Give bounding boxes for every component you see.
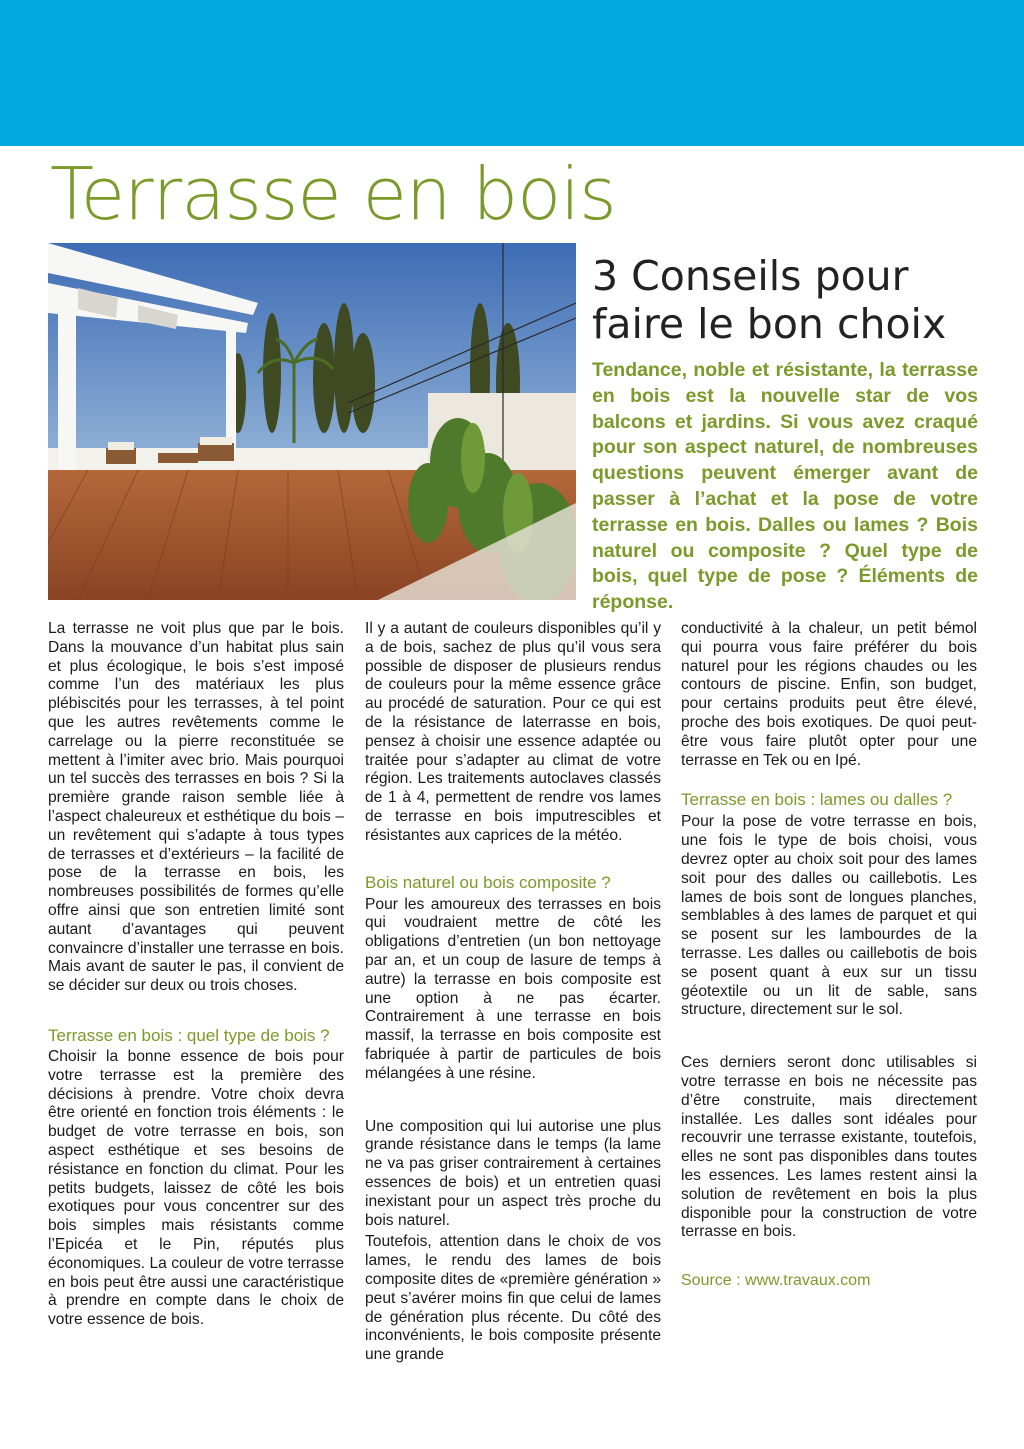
column-1 — [48, 620, 344, 1330]
article-lead: Tendance, noble et résistante, la terrasse en bois est la nouvelle star de vos balcons et jardins. Si vous avez craqué pour son aspect naturel, de nombreuses questions peuvent émerger avant de passer à l’achat et la pose de votre terrasse en bois. Dalles ou lames ? Bois naturel ou composite ? Quel type de bois, quel type de pose ? Éléments de réponse. — [592, 359, 978, 614]
paragraph: Il y a autant de couleurs disponibles qu’il y a de bois, sachez de plus qu’il vous sera possible de disposer de plusieurs rendus de couleurs pour la même essence grâce au procédé de saturation. Pour ce qui est de la résistance de laterrasse en bois, pensez à choisir une essence adaptée ou traitée pour s’adapter au climat de votre région. Les traitements autoclaves classés de 1 à 4, permettent de rendre vos lames de terrasse en bois imputrescibles et résistantes aux caprices de la météo. — [365, 620, 661, 844]
paragraph: La terrasse ne voit plus que par le bois. Dans la mouvance d’un habitat plus sain et plus écologique, le bois s’est imposé comme l’un des matériaux les plus plébiscités pour les terrasses, à tel point que les autres revêtements comme le carrelage ou la pierre reconstituée se mettent à l’imiter avec brio. Mais pourquoi un tel succès des terrasses en bois ? Si la première grande raison semble liée à l’aspect chaleureux et esthétique du bois – un revêtement qui s’adapte à tous types de terrasses et d’extérieurs – la facilité de pose de la terrasse en bois, les nombreuses possibilités de formes qu’elle offre ainsi que son entretien limité sont autant d’avantages qui peuvent convaincre d’installer une terrasse en bois. Mais avant de sauter le pas, il convient de se décider sur deux ou trois choses. — [48, 620, 344, 995]
terrace-photo — [48, 243, 576, 600]
header-band — [0, 0, 1024, 146]
source-credit: Source : www.travaux.com — [681, 1272, 871, 1290]
subtitle-line-2: faire le bon choix — [592, 300, 947, 348]
article-title: Terrasse en bois — [50, 152, 616, 236]
paragraph: Ces derniers seront donc utilisables si votre terrasse en bois ne nécessite pas d’être construite, mais directement installée. Les dalles sont idéales pour recouvrir une terrasse existante, toutefois, elles ne sont pas disponibles dans toutes les essences. Les lames restent ainsi la solution de revêtement en bois la plus disponible pour la construction de votre terrasse en bois. — [681, 1054, 977, 1241]
paragraph: conductivité à la chaleur, un petit bémol qui pourra vous faire préférer du bois naturel pour les régions chaudes ou les contours de piscine. Enfin, son budget, pour certains produits peut être élevé, proche des bois exotiques. De quoi peut-être vous faire plutôt opter pour une terrasse en Tek ou en Ipé. — [681, 620, 977, 769]
paragraph: Pour la pose de votre terrasse en bois, une fois le type de bois choisi, vous devrez opter au choix soit pour des lames soit pour des dalles ou caillebotis. Les lames de bois sont de longues planches, semblables à des lames de parquet et qui se posent sur les lambourdes de la terrasse. Les dalles ou caillebotis de bois se posent quant à eux sur un tissu géotextile ou un lit de sable, sans structure, directement sur le sol. — [681, 813, 977, 1019]
section-heading: Terrasse en bois : quel type de bois ? — [48, 1025, 330, 1045]
article-subtitle — [592, 252, 1012, 348]
paragraph: Une composition qui lui autorise une plus grande résistance dans le temps (la lame ne va pas griser contrairement à certaines essences de bois) et un entretien quasi inexistant pour un aspect très proche du bois naturel. — [365, 1117, 661, 1229]
column-2 — [365, 620, 661, 1365]
section-heading: Terrasse en bois : lames ou dalles ? — [681, 790, 953, 810]
paragraph: Toutefois, attention dans le choix de vos lames, le rendu des lames de bois composite dites de «première génération » peut s’avérer moins fin que celui de lames de génération plus récente. Du côté des inconvénients, le bois composite présente une grande — [365, 1233, 661, 1364]
section-heading: Bois naturel ou bois composite ? — [365, 872, 611, 892]
subtitle-line-1: 3 Conseils pour — [592, 252, 909, 300]
paragraph: Choisir la bonne essence de bois pour votre terrasse est la première des décisions à prendre. Votre choix devra être orienté en fonction trois éléments : le budget de votre terrasse en bois, son aspect esthétique et ses besoins de résistance en fonction du climat. Pour les petits budgets, laissez de côté les bois exotiques pour vous concentrer sur des bois simples mais résistants comme l’Epicéa et le Pin, réputés plus économiques. La couleur de votre terrasse en bois peut être aussi une caractéristique à prendre en compte dans le choix de votre essence de bois. — [48, 1047, 344, 1329]
paragraph: Pour les amoureux des terrasses en bois qui voudraient mettre de côté les obligations d’entretien (un bon nettoyage par an, et un coup de lasure de temps à autre) la terrasse en bois composite est une option à ne pas écarter. Contrairement à une terrasse en bois massif, la terrasse en bois composite est fabriquée à partir de particules de bois mélangées à une résine. — [365, 895, 661, 1082]
column-3 — [681, 620, 977, 1291]
